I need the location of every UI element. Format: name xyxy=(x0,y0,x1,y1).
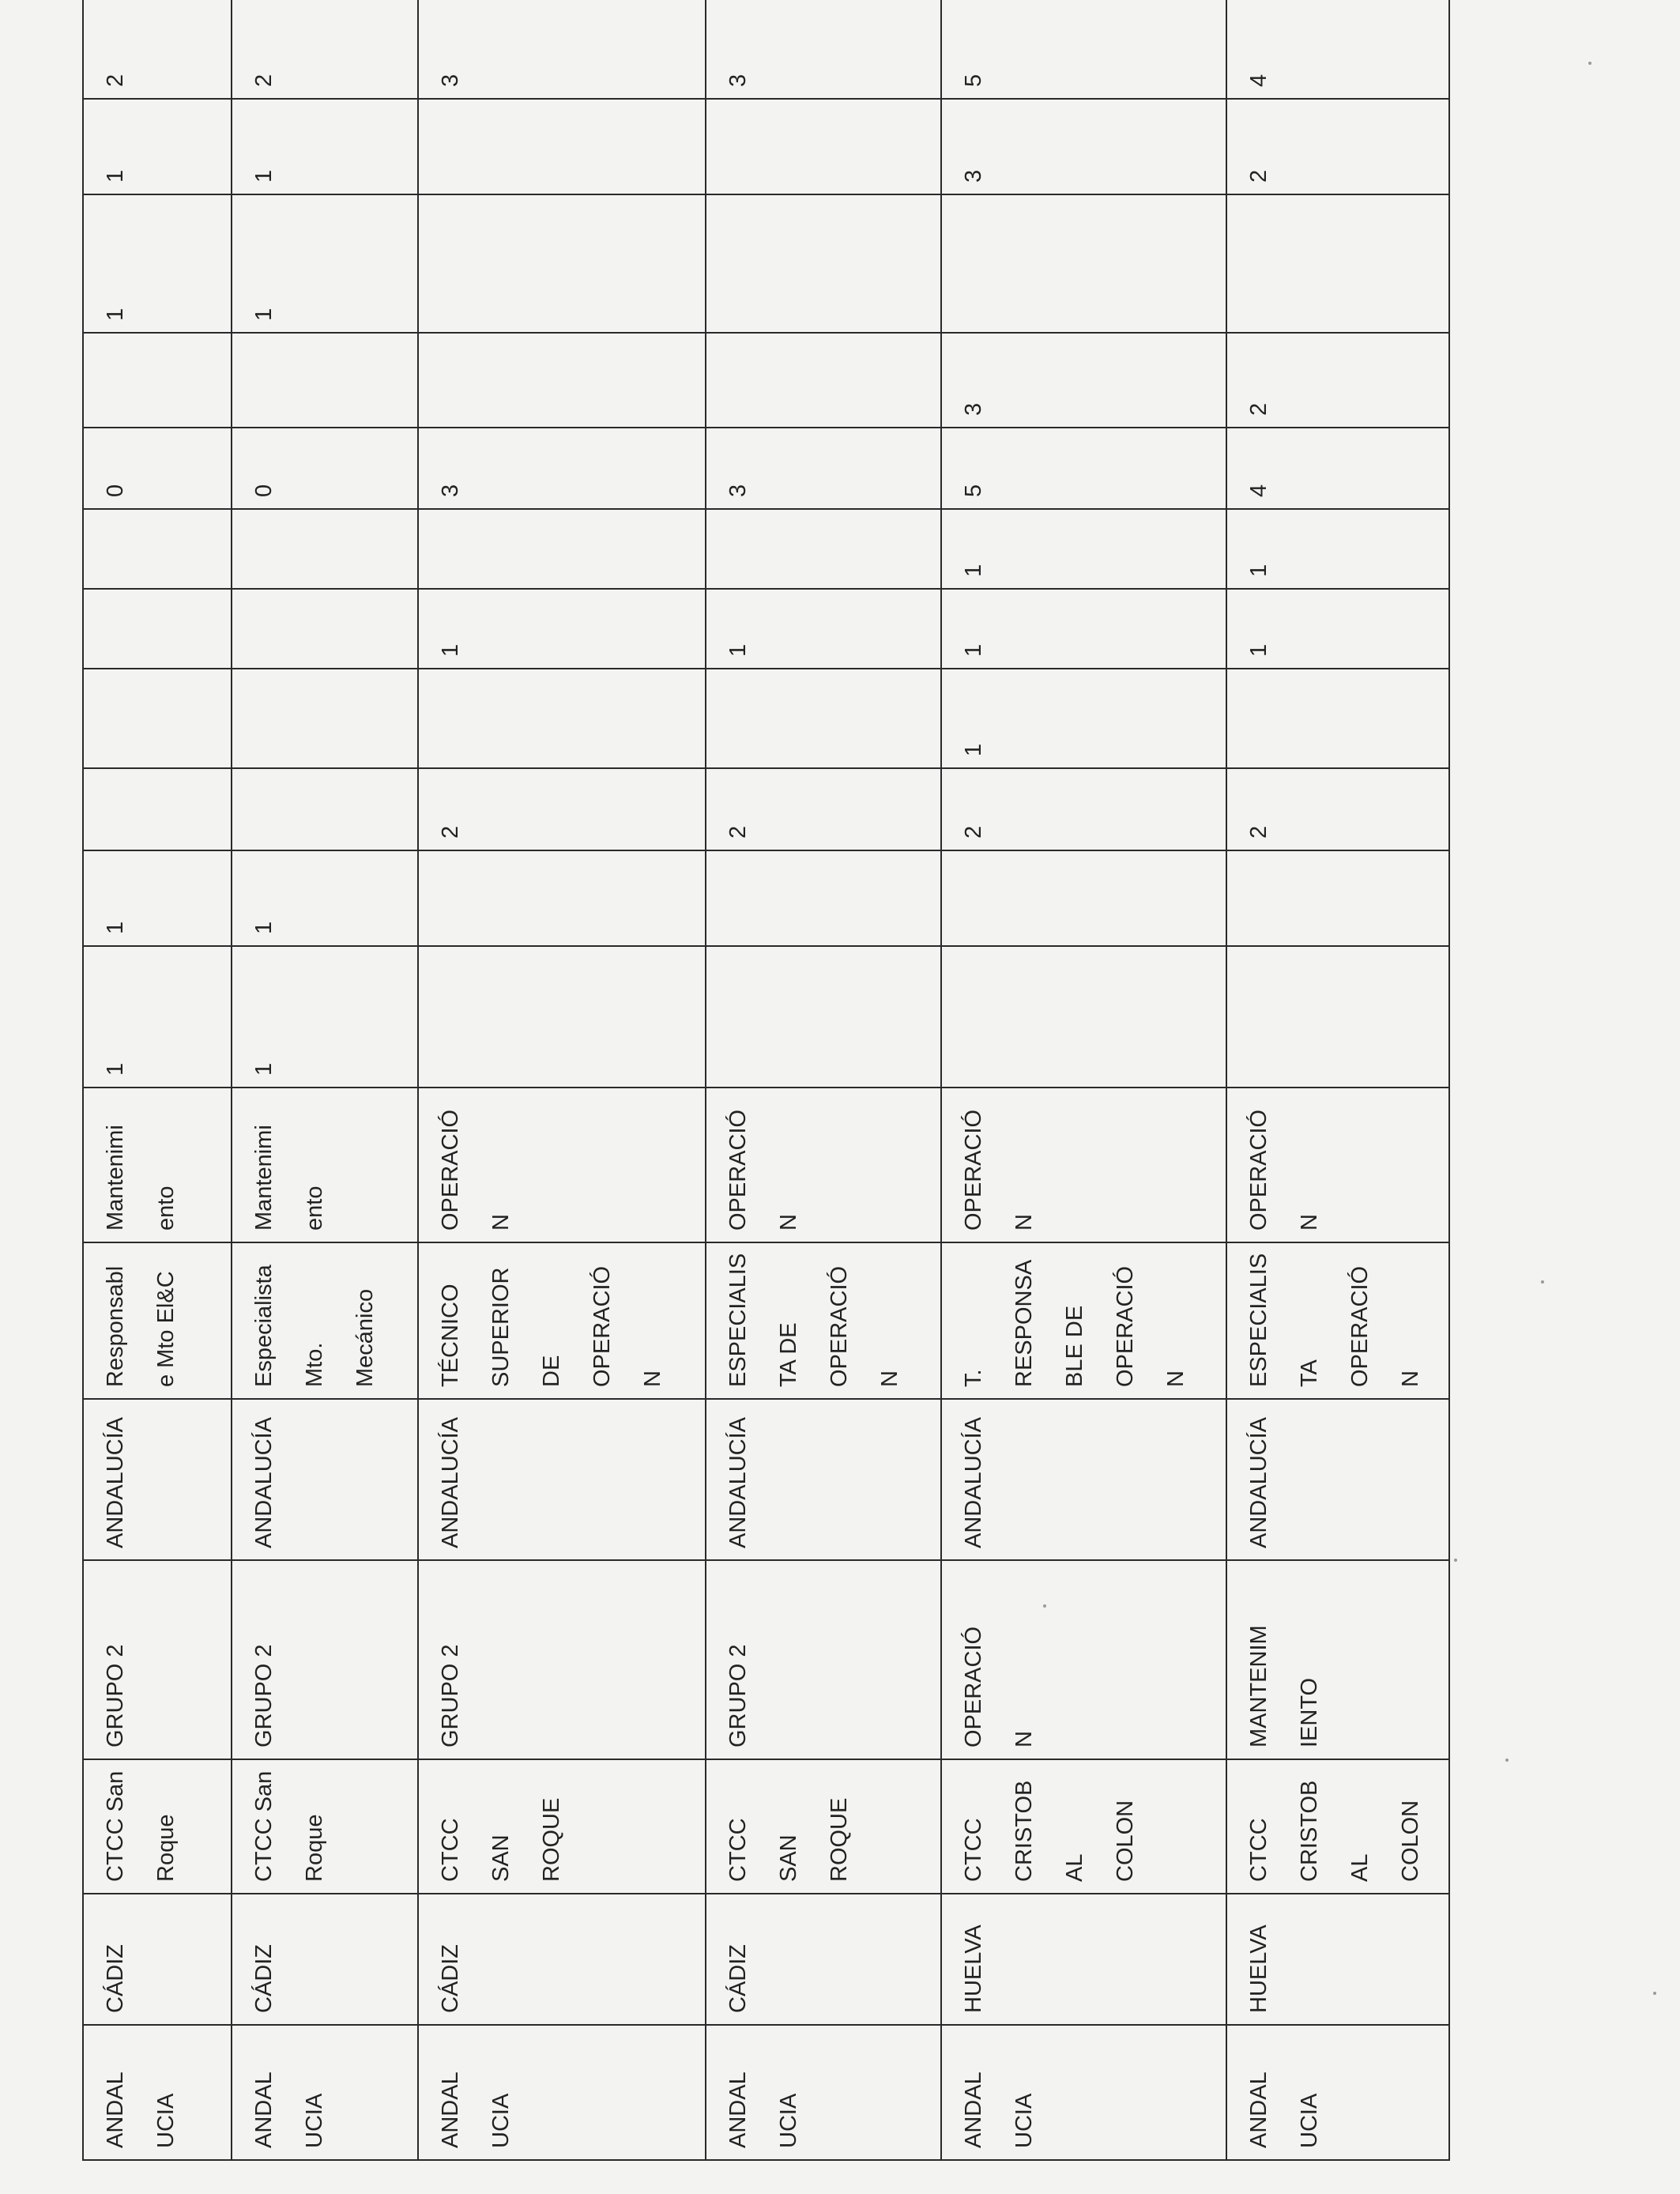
table-cell: 3 xyxy=(941,99,1226,194)
table-cell xyxy=(232,509,418,589)
table-cell xyxy=(1226,194,1449,333)
table-cell: ANDALUCÍA xyxy=(418,1399,706,1560)
scan-speck xyxy=(1454,1559,1457,1562)
table-cell: ANDAL UCIA xyxy=(418,2025,706,2160)
table-cell: CTCC San Roque xyxy=(83,1759,232,1894)
table-cell: ANDAL UCIA xyxy=(83,2025,232,2160)
table-cell: GRUPO 2 xyxy=(83,1560,232,1759)
table-cell: Especialista Mto. Mecánico xyxy=(232,1242,418,1399)
table-cell: ESPECIALIS TA OPERACIÓ N xyxy=(1226,1242,1449,1399)
table-cell: 2 xyxy=(1226,99,1449,194)
table-cell xyxy=(706,509,941,589)
table-cell: 0 xyxy=(83,428,232,509)
table-cell xyxy=(232,768,418,850)
table-cell: 1 xyxy=(232,99,418,194)
table-cell: ANDAL UCIA xyxy=(941,2025,1226,2160)
table-row xyxy=(1226,0,1449,2160)
table-cell xyxy=(232,669,418,768)
table-cell: 1 xyxy=(83,99,232,194)
table-cell: ANDAL UCIA xyxy=(706,2025,941,2160)
table-cell: CÁDIZ xyxy=(418,1894,706,2025)
table-cell: CTCC CRISTOB AL COLON xyxy=(1226,1759,1449,1894)
table-cell xyxy=(706,850,941,946)
table-cell xyxy=(418,194,706,333)
table-cell: 0 xyxy=(232,428,418,509)
table-cell: 1 xyxy=(232,194,418,333)
table-cell: CTCC SAN ROQUE xyxy=(706,1759,941,1894)
table-cell: 1 xyxy=(941,589,1226,669)
table-cell: HUELVA xyxy=(941,1894,1226,2025)
table-cell: 3 xyxy=(941,333,1226,428)
table-cell: ANDALUCÍA xyxy=(83,1399,232,1560)
table-cell xyxy=(941,850,1226,946)
table-cell: 1 xyxy=(232,946,418,1088)
table-cell xyxy=(232,333,418,428)
table-cell: CTCC San Roque xyxy=(232,1759,418,1894)
table-cell xyxy=(83,589,232,669)
table-cell xyxy=(941,194,1226,333)
table-cell: 4 xyxy=(1226,0,1449,99)
table-cell: CTCC CRISTOB AL COLON xyxy=(941,1759,1226,1894)
staff-table xyxy=(82,0,1450,2161)
table-cell: OPERACIÓ N xyxy=(706,1088,941,1242)
table-cell xyxy=(83,669,232,768)
table-cell: 3 xyxy=(418,428,706,509)
table-cell xyxy=(418,850,706,946)
table-cell: 1 xyxy=(1226,509,1449,589)
table-cell xyxy=(1226,946,1449,1088)
table-cell: 2 xyxy=(232,0,418,99)
table-cell: 2 xyxy=(941,768,1226,850)
table-cell: 3 xyxy=(418,0,706,99)
table-cell: Mantenimi ento xyxy=(232,1088,418,1242)
table-cell: ANDAL UCIA xyxy=(232,2025,418,2160)
table-cell xyxy=(1226,669,1449,768)
table-cell: ANDALUCÍA xyxy=(1226,1399,1449,1560)
table-cell: 2 xyxy=(1226,333,1449,428)
table-cell: CÁDIZ xyxy=(83,1894,232,2025)
table-cell: 5 xyxy=(941,0,1226,99)
table-cell: OPERACIÓ N xyxy=(1226,1088,1449,1242)
table-cell: ANDALUCÍA xyxy=(232,1399,418,1560)
table-cell: 1 xyxy=(418,589,706,669)
table-cell: ANDALUCÍA xyxy=(706,1399,941,1560)
table-cell xyxy=(83,333,232,428)
table-cell: Responsabl e Mto El&C xyxy=(83,1242,232,1399)
table-cell: 1 xyxy=(941,669,1226,768)
table-cell xyxy=(83,768,232,850)
table-cell xyxy=(418,669,706,768)
table-cell: OPERACIÓ N xyxy=(941,1560,1226,1759)
table-cell xyxy=(1226,850,1449,946)
table-row xyxy=(418,0,706,2160)
table-row xyxy=(232,0,418,2160)
table-cell: ANDAL UCIA xyxy=(1226,2025,1449,2160)
table-cell: GRUPO 2 xyxy=(418,1560,706,1759)
table-cell: CTCC SAN ROQUE xyxy=(418,1759,706,1894)
scan-speck xyxy=(1653,1992,1656,1995)
table-cell xyxy=(83,509,232,589)
table-cell: 1 xyxy=(941,509,1226,589)
table-row xyxy=(706,0,941,2160)
table-cell xyxy=(706,669,941,768)
table-row xyxy=(83,0,232,2160)
table-cell xyxy=(418,946,706,1088)
table-cell: GRUPO 2 xyxy=(706,1560,941,1759)
table-cell xyxy=(706,194,941,333)
table-cell: 2 xyxy=(83,0,232,99)
table-cell xyxy=(706,946,941,1088)
table-cell: 1 xyxy=(1226,589,1449,669)
table-cell: MANTENIM IENTO xyxy=(1226,1560,1449,1759)
table-row xyxy=(941,0,1226,2160)
table-cell: CÁDIZ xyxy=(232,1894,418,2025)
table-cell: OPERACIÓ N xyxy=(941,1088,1226,1242)
table-cell: 2 xyxy=(418,768,706,850)
table-cell: 2 xyxy=(1226,768,1449,850)
table-cell xyxy=(232,589,418,669)
table-cell: CÁDIZ xyxy=(706,1894,941,2025)
table-cell: T. RESPONSA BLE DE OPERACIÓ N xyxy=(941,1242,1226,1399)
table-cell: 1 xyxy=(83,194,232,333)
table-cell: 1 xyxy=(83,850,232,946)
table-cell: ESPECIALIS TA DE OPERACIÓ N xyxy=(706,1242,941,1399)
table-cell xyxy=(706,99,941,194)
table-cell: TÉCNICO SUPERIOR DE OPERACIÓ N xyxy=(418,1242,706,1399)
table-cell xyxy=(941,946,1226,1088)
table-cell: GRUPO 2 xyxy=(232,1560,418,1759)
scan-speck xyxy=(1505,1759,1509,1762)
rotated-table-container xyxy=(82,16,1448,2161)
table-cell: 2 xyxy=(706,768,941,850)
table-cell xyxy=(418,99,706,194)
table-cell: OPERACIÓ N xyxy=(418,1088,706,1242)
table-cell: 4 xyxy=(1226,428,1449,509)
scan-speck xyxy=(1588,62,1591,65)
table-cell: 1 xyxy=(706,589,941,669)
table-cell xyxy=(706,333,941,428)
table-cell: 5 xyxy=(941,428,1226,509)
table-cell: 1 xyxy=(83,946,232,1088)
table-cell: Mantenimi ento xyxy=(83,1088,232,1242)
table-cell xyxy=(418,333,706,428)
table-cell: 1 xyxy=(232,850,418,946)
scan-speck xyxy=(1541,1280,1544,1284)
table-cell: 3 xyxy=(706,0,941,99)
table-cell xyxy=(418,509,706,589)
table-cell: HUELVA xyxy=(1226,1894,1449,2025)
table-cell: 3 xyxy=(706,428,941,509)
table-cell: ANDALUCÍA xyxy=(941,1399,1226,1560)
